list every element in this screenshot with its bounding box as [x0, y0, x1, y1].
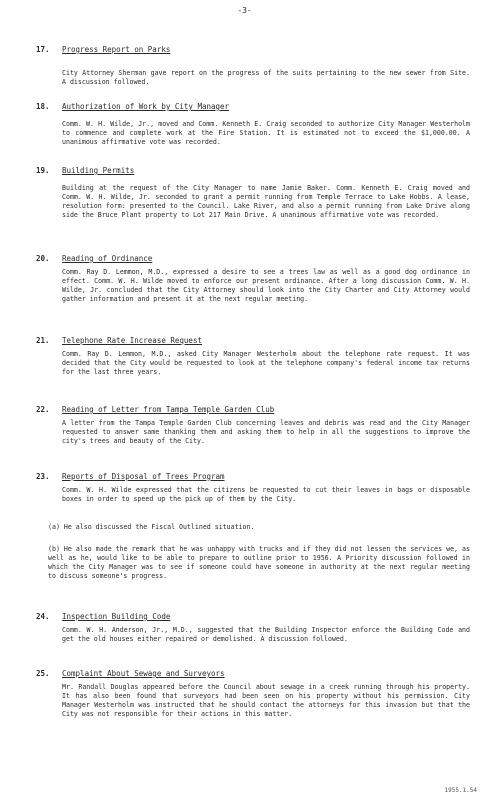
footer-mark: 1955.1.54 [444, 787, 477, 794]
section-number: 19. [36, 166, 50, 175]
section-number: 17. [36, 45, 50, 54]
section-heading: Reading of Letter from Tampa Temple Garden Club [62, 405, 275, 414]
section-number: 18. [36, 102, 50, 111]
section-number: 22. [36, 405, 50, 414]
section-number: 20. [36, 254, 50, 263]
section-number: 25. [36, 669, 50, 678]
section-heading: Progress Report on Parks [62, 45, 171, 54]
section-body: Comm. W. H. Wilde expressed that the citizens be requested to cut their leaves in bags or disposable boxes in order to speed up the pick up of them by the City. [62, 486, 470, 503]
section-heading: Authorization of Work by City Manager [62, 102, 230, 111]
section-number: 24. [36, 612, 50, 621]
section-heading: Building Permits [62, 166, 135, 175]
section-heading: Reports of Disposal of Trees Program [62, 472, 225, 481]
section-number: 23. [36, 472, 50, 481]
section-body: Building at the request of the City Manager to name Jamie Baker. Comm. Kenneth E. Craig moved and Comm. W. H. Wilde, Jr. seconded to grant a permit running from Temple Terrace to Lake Hobbs. A lease, resolution form: presented to the Council. Lake River, and also a permit running from Lake Drive along side the Bruce Plant property to Lot 217 Main Drive. A unanimous affirmative vote was recorded. [62, 184, 470, 219]
section-body: (b) He also made the remark that he was unhappy with trucks and if they did not lessen the services we, as well as he, would like to be able to prepare to outline prior to 1956. A Priority discussion followed in which the City Manager was to see if someone could have someone in authority at the next regular meeting to discuss someone's progress. [48, 545, 470, 580]
page-number: -3- [237, 6, 252, 15]
section-number: 21. [36, 336, 50, 345]
section-body: Comm. Ray D. Lemmon, M.D., asked City Manager Westerholm about the telephone rate request. It was decided that the City would be requested to look at the telephone company's federal income tax returns for the last three years. [62, 350, 470, 376]
section-body: Mr. Randall Douglas appeared before the Council about sewage in a creek running through his property. It has also been found that surveyors had been seen on his property without his permission. City Manager Westerholm was instructed that he should contact the attorneys for this invasion but that the City was not responsible for their actions in this matter. [62, 683, 470, 718]
section-heading: Telephone Rate Increase Request [62, 336, 202, 345]
section-body: Comm. W. H. Anderson, Jr., M.D., suggested that the Building Inspector enforce the Building Code and get the old houses either repaired or demolished. A discussion followed. [62, 626, 470, 643]
section-heading: Reading of Ordinance [62, 254, 153, 263]
section-body: Comm. W. H. Wilde, Jr., moved and Comm. Kenneth E. Craig seconded to authorize City Manager Westerholm to commence and complete work at the Fire Station. It is estimated not to exceed the $1,000.00. A unanimous affirmative vote was recorded. [62, 120, 470, 146]
section-body: A letter from the Tampa Temple Garden Club concerning leaves and debris was read and the City Manager requested to answer same thanking them and asking them to help in all the suggestions to improve the city's trees and beauty of the City. [62, 419, 470, 445]
section-body: Comm. Ray D. Lemmon, M.D., expressed a desire to see a trees law as well as a good dog ordinance in effect. Comm. W. H. Wilde moved to enforce our present ordinance. After a long discussion Comm. W. H. Wilde, Jr. concluded that the City Attorney should look into the City Charter and City Attorney would gather information and present it at the next regular meeting. [62, 268, 470, 303]
section-body: (a) He also discussed the Fiscal Outlined situation. [48, 523, 255, 531]
section-body: City Attorney Sherman gave report on the progress of the suits pertaining to the new sewer from Site. A discussion followed. [62, 69, 470, 86]
section-heading: Inspection Building Code [62, 612, 171, 621]
section-heading: Complaint About Sewage and Surveyors [62, 669, 225, 678]
